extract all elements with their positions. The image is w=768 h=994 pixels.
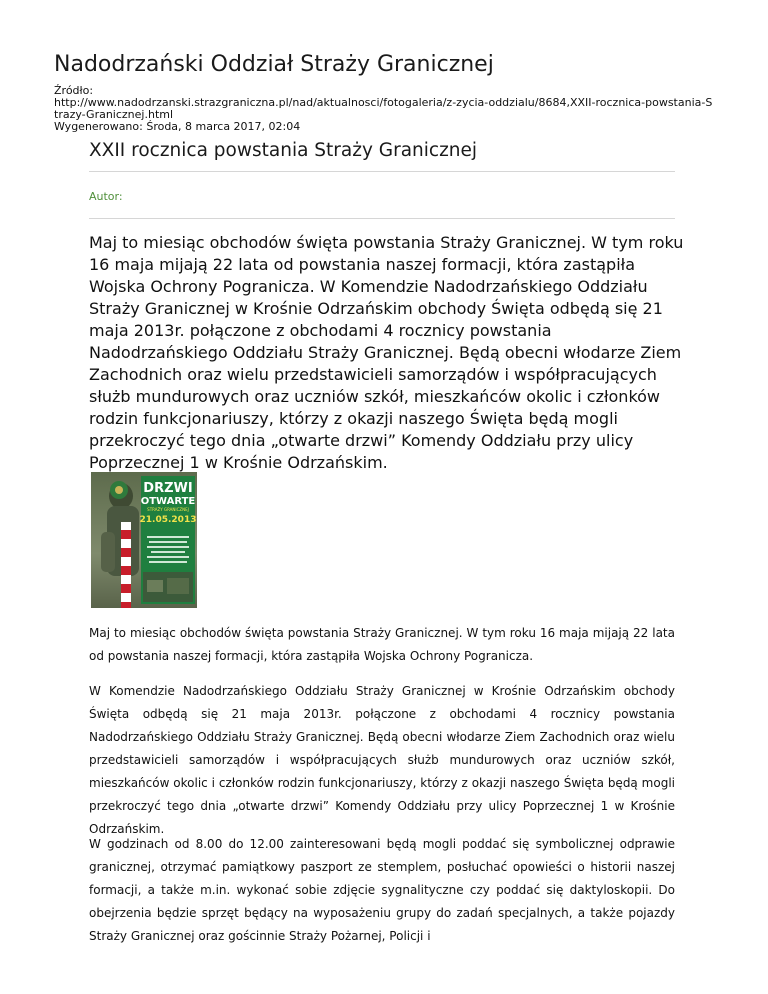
divider-bottom	[89, 218, 675, 219]
poster-date: 21.05.2013	[139, 515, 197, 525]
article-paragraph-3: W godzinach od 8.00 do 12.00 zainteresowani będą mogli poddać się symbolicznej odprawie granicznej, otrzymać pamiątkowy paszport ze stemplem, posłuchać opowieści o historii naszej formacji, a także m.in. wykonać sobie zdjęcie sygnalityczne czy poddać się daktyloskopii. Do obejrzenia będzie sprzęt będący na wyposażeniu grupy do zadań specjalnych, a także pojazdy Straży Granicznej oraz gościnnie Straży Pożarnej, Policji i	[89, 837, 675, 943]
article-paragraph-2: W Komendzie Nadodrzańskiego Oddziału Straży Granicznej w Krośnie Odrzańskim obchody Święta odbędą się 21 maja 2013r. połączone z obchodami 4 rocznicy powstania Nadodrzańskiego Oddziału Straży Granicznej. Będą obecni włodarze Ziem Zachodnich oraz wielu przedstawicieli samorządów i współpracujących służb mundurowych oraz uczniów szkół, mieszkańców okolic i członków rodzin funkcjonariuszy, którzy z okazji naszego Święta będą mogli przekroczyć tego dnia „otwarte drzwi” Komendy Oddziału przy ulicy Poprzecznej 1 w Krośnie Odrzańskim.	[89, 684, 675, 836]
author-label: Autor:	[89, 190, 123, 203]
poster-title-1: DRZWI	[143, 481, 193, 496]
generated-date: Wygenerowano: Środa, 8 marca 2017, 02:04	[54, 120, 301, 133]
event-poster-image[interactable]	[91, 472, 197, 608]
source-label: Źródło:	[54, 84, 94, 97]
poster-title-2: OTWARTE	[140, 496, 196, 507]
article-lead: Maj to miesiąc obchodów święta powstania Straży Granicznej. W tym roku 16 maja mijają 22 lata od powstania naszej formacji, która zastąpiła Wojska Ochrony Pogranicza. W Komendzie Nadodrzańskiego Oddziału Straży Granicznej w Krośnie Odrzańskim obchody Święta odbędą się 21 maja 2013r. połączone z obchodami 4 rocznicy powstania Nadodrzańskiego Oddziału Straży Granicznej. Będą obecni włodarze Ziem Zachodnich oraz wielu przedstawicieli samorządów i współpracujących służb mundurowych oraz uczniów szkół, mieszkańców okolic i członków rodzin funkcjonariuszy, którzy z okazji naszego Święta będą mogli przekroczyć tego dnia „otwarte drzwi” Komendy Oddziału przy ulicy Poprzecznej 1 w Krośnie Odrzańskim.	[89, 233, 684, 472]
divider-top	[89, 171, 675, 172]
poster-subtitle: STRAŻY GRANICZNEJ	[147, 507, 189, 512]
poster-graphic	[91, 472, 197, 608]
site-title: Nadodrzański Oddział Straży Granicznej	[54, 52, 494, 77]
source-url[interactable]: http://www.nadodrzanski.strazgraniczna.pl/nad/aktualnosci/fotogaleria/z-zycia-oddzialu/8684,XXII-rocznica-powstania-Strazy-Granicznej.html	[54, 96, 713, 121]
source-meta	[54, 85, 714, 133]
article-title: XXII rocznica powstania Straży Granicznej	[89, 140, 478, 161]
article-paragraph-1: Maj to miesiąc obchodów święta powstania Straży Granicznej. W tym roku 16 maja mijają 22 lata od powstania naszej formacji, która zastąpiła Wojska Ochrony Pogranicza.	[89, 626, 675, 663]
